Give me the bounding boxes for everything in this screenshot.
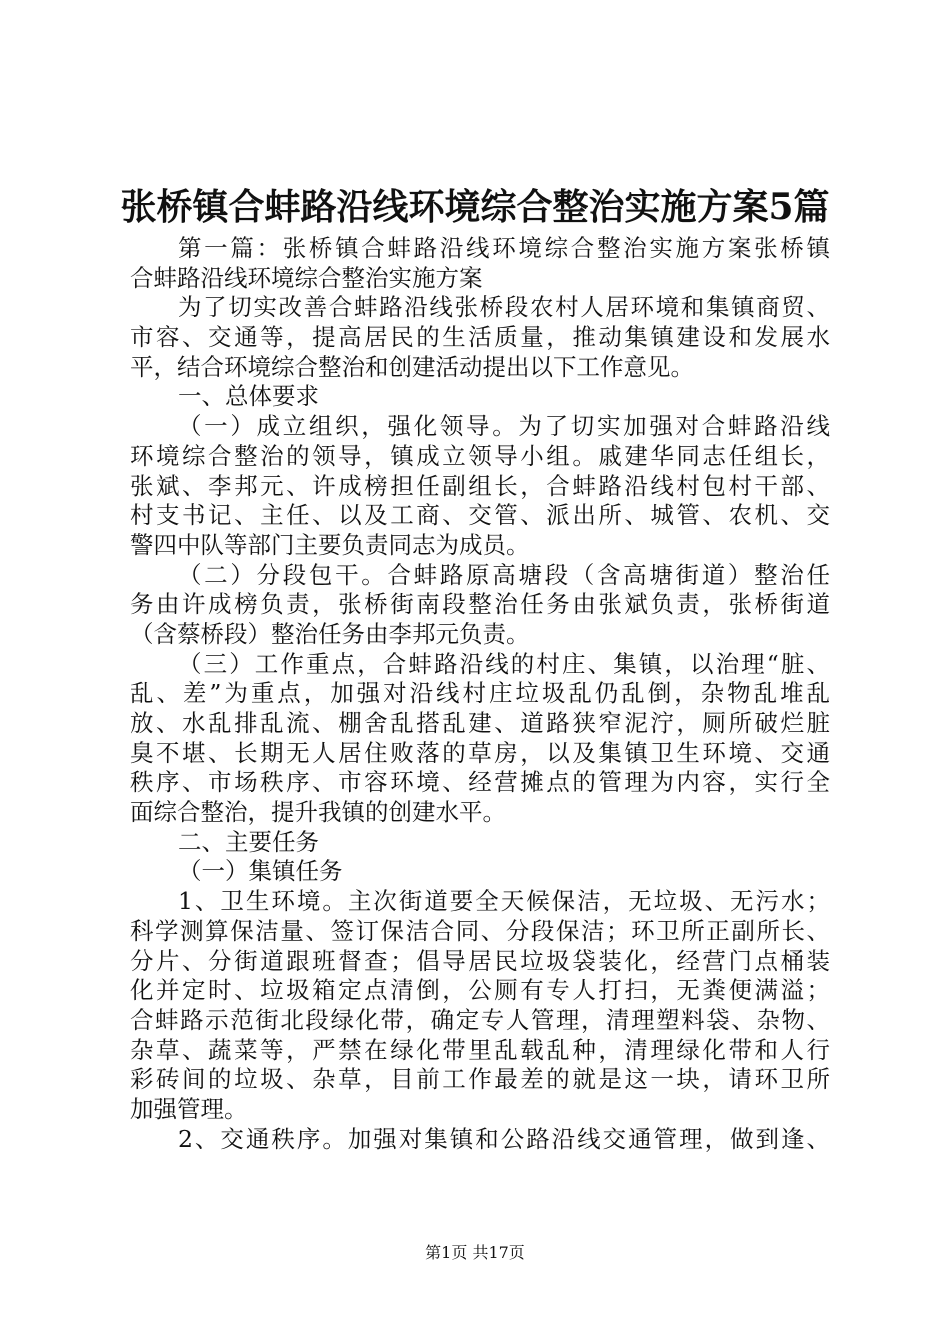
document-title: 张桥镇合蚌路沿线环境综合整治实施方案5篇 [120,186,830,228]
text-line: 臭不堪、长期无人居住败落的草房，以及集镇卫生环境、交通 [130,738,830,767]
text-line: 市容、交通等，提高居民的生活质量，推动集镇建设和发展水 [130,323,830,352]
text-line: 化并定时、垃圾箱定点清倒，公厕有专人打扫，无粪便满溢； [130,976,830,1005]
text-line: 警四中队等部门主要负责同志为成员。 [130,530,530,559]
text-line: （一）成立组织，强化领导。为了切实加强对合蚌路沿线 [178,412,830,441]
text-line: 2、交通秩序。加强对集镇和公路沿线交通管理，做到逢、 [178,1124,830,1153]
text-line: 1、卫生环境。主次街道要全天候保洁，无垃圾、无污水； [178,887,830,916]
page-footer: 第1页 共17页 [425,1243,525,1262]
text-line: 务由许成榜负责，张桥街南段整治任务由张斌负责，张桥街道 [130,590,830,619]
text-line: 合蚌路示范街北段绿化带，确定专人管理，清理塑料袋、杂物、 [130,1005,830,1034]
text-line: 第一篇：张桥镇合蚌路沿线环境综合整治实施方案张桥镇 [178,234,830,262]
text-line: 乱、差”为重点，加强对沿线村庄垃圾乱仍乱倒，杂物乱堆乱 [130,679,830,708]
text-line: 合蚌路沿线环境综合整治实施方案 [130,263,483,292]
text-line: 平，结合环境综合整治和创建活动提出以下工作意见。 [130,352,694,381]
text-line: 科学测算保洁量、签订保洁合同、分段保洁；环卫所正副所长、 [130,916,830,945]
section-heading: 一、总体要求 [178,382,319,411]
text-line: 为了切实改善合蚌路沿线张桥段农村人居环境和集镇商贸、 [178,293,830,322]
text-line: 放、水乱排乱流、棚舍乱搭乱建、道路狭窄泥泞，厕所破烂脏 [130,709,830,737]
text-line: 秩序、市场秩序、市容环境、经营摊点的管理为内容，实行全 [130,768,830,797]
text-line: 张斌、李邦元、许成榜担任副组长，合蚌路沿线村包村干部、 [130,471,830,500]
text-line: 分片、分街道跟班督查；倡导居民垃圾袋装化，经营门点桶装 [130,946,830,975]
subsection-heading: （一）集镇任务 [178,857,343,886]
text-line: 环境综合整治的领导，镇成立领导小组。戚建华同志任组长， [130,441,830,470]
section-heading: 二、主要任务 [178,827,319,856]
text-line: （三）工作重点，合蚌路沿线的村庄、集镇，以治理“脏、 [178,649,830,678]
text-line: 杂草、蔬菜等，严禁在绿化带里乱载乱种，清理绿化带和人行 [130,1035,830,1064]
text-line: （含蔡桥段）整治任务由李邦元负责。 [130,619,530,648]
text-line: 村支书记、主任、以及工商、交管、派出所、城管、农机、交 [130,501,830,530]
text-line: 彩砖间的垃圾、杂草，目前工作最差的就是这一块，请环卫所 [130,1065,830,1094]
document-body [130,234,830,1154]
text-line: （二）分段包干。合蚌路原高塘段（含高塘街道）整治任 [178,560,830,589]
text-line: 面综合整治，提升我镇的创建水平。 [130,798,506,827]
text-line: 加强管理。 [130,1094,248,1123]
